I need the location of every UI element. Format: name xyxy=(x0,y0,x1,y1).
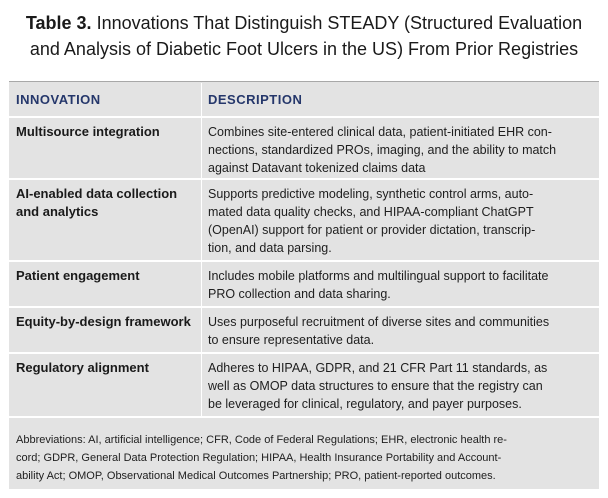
table-top-rule xyxy=(9,81,599,82)
table-row-innovation xyxy=(16,123,198,141)
table-row-description xyxy=(208,123,593,177)
innovation-text: AI-enabled data collection xyxy=(16,186,178,201)
footnote-line: cord; GDPR, General Data Protection Regulation; HIPAA, Health Insurance Portability and Account- xyxy=(16,452,502,464)
description-text: to ensure representative data. xyxy=(208,333,375,347)
table-row-innovation xyxy=(16,267,198,285)
column-divider xyxy=(201,83,202,416)
row-divider xyxy=(9,260,599,262)
description-text: mated data quality checks, and HIPAA-compliant ChatGPT xyxy=(208,205,534,219)
table-row-innovation xyxy=(16,359,198,377)
table-title xyxy=(0,10,608,62)
description-text: Combines site-entered clinical data, patient-initiated EHR con- xyxy=(208,125,552,139)
innovation-text: Patient engagement xyxy=(16,268,140,283)
innovation-text: Multisource integration xyxy=(16,124,160,139)
description-text: be leveraged for clinical, regulatory, and payer purposes. xyxy=(208,397,522,411)
innovation-text: Regulatory alignment xyxy=(16,360,149,375)
row-divider xyxy=(9,416,599,418)
row-divider xyxy=(9,116,599,118)
description-text: Uses purposeful recruitment of diverse sites and communities xyxy=(208,315,550,329)
row-divider xyxy=(9,306,599,308)
footnote-line: Abbreviations: AI, artificial intelligence; CFR, Code of Federal Regulations; EHR, electronic health re- xyxy=(16,434,507,446)
footnote-line: ability Act; OMOP, Observational Medical Outcomes Partnership; PRO, patient-reported outcomes. xyxy=(16,470,496,482)
description-text: Includes mobile platforms and multilingual support to facilitate xyxy=(208,269,549,283)
abbreviations-footnote xyxy=(16,431,594,485)
description-text: PRO collection and data sharing. xyxy=(208,287,391,301)
description-text: against Datavant tokenized claims data xyxy=(208,161,426,175)
table-row-description xyxy=(208,267,593,303)
table-row-innovation xyxy=(16,313,198,331)
description-text: Adheres to HIPAA, GDPR, and 21 CFR Part 11 standards, as xyxy=(208,361,548,375)
description-text: (OpenAI) support for patient or provider dictation, transcrip- xyxy=(208,223,536,237)
innovation-text: and analytics xyxy=(16,204,99,219)
description-text: tion, and data parsing. xyxy=(208,241,332,255)
description-text: nections, standardized PROs, imaging, and the ability to match xyxy=(208,143,557,157)
row-divider xyxy=(9,178,599,180)
column-header-description: DESCRIPTION xyxy=(208,92,303,107)
row-divider xyxy=(9,352,599,354)
description-text: well as OMOP data structures to ensure that the registry can xyxy=(208,379,543,393)
table-row-description xyxy=(208,185,593,257)
title-text-line-2: and Analysis of Diabetic Foot Ulcers in the US) From Prior Registries xyxy=(29,39,579,59)
table-label: Table 3. xyxy=(25,13,92,33)
table-row-innovation xyxy=(16,185,198,221)
description-text: Supports predictive modeling, synthetic control arms, auto- xyxy=(208,187,534,201)
table-row-description xyxy=(208,359,593,413)
table-row-description xyxy=(208,313,593,349)
title-text-line-1: Innovations That Distinguish STEADY (Structured Evaluation xyxy=(96,13,583,33)
column-header-innovation: INNOVATION xyxy=(16,92,101,107)
title-line-1 xyxy=(0,10,608,36)
innovation-text: Equity-by-design framework xyxy=(16,314,191,329)
